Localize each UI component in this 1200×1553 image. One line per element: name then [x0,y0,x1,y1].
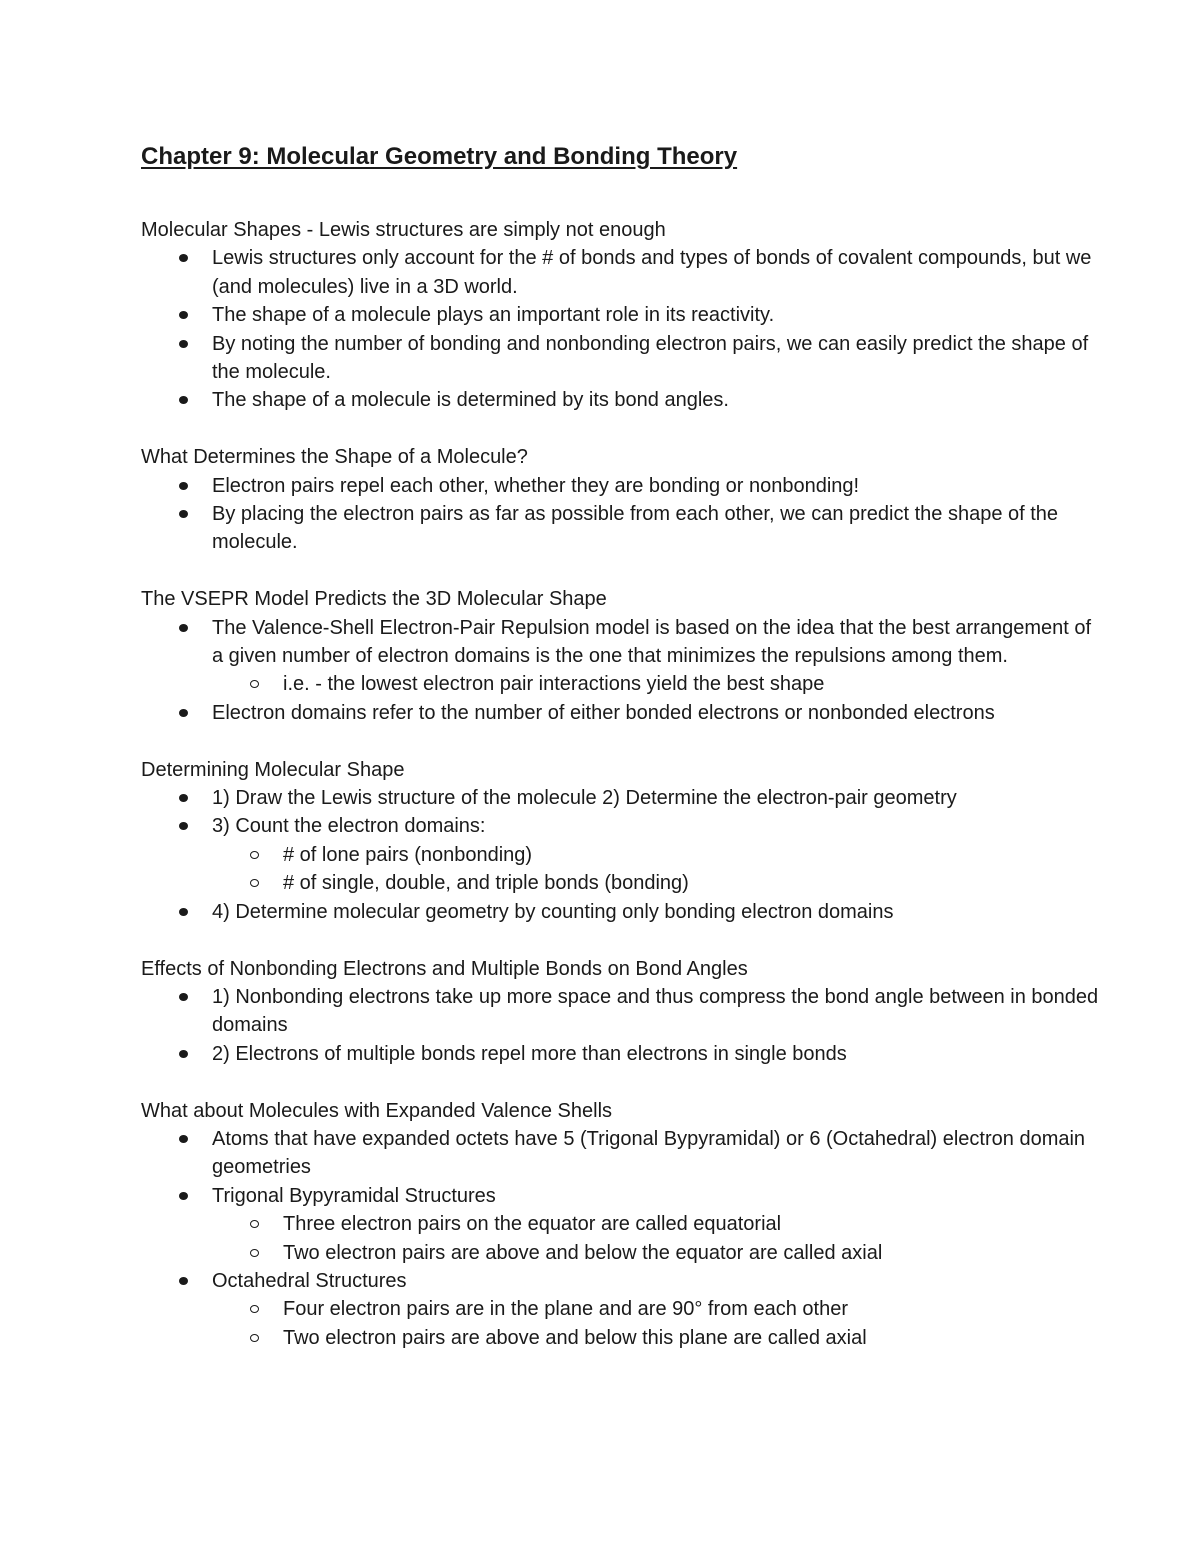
sub-list-item-text: i.e. - the lowest electron pair interactions yield the best shape [283,673,825,696]
sub-list-item-text: Two electron pairs are above and below the equator are called axial [283,1241,883,1264]
list-item-text: 3) Count the electron domains: [212,815,486,838]
list-item-text: 2) Electrons of multiple bonds repel more than electrons in single bonds [212,1042,847,1065]
filled-bullet-icon [179,482,188,490]
sub-list-item-text: Two electron pairs are above and below this plane are called axial [283,1326,867,1349]
section-heading: Molecular Shapes - Lewis structures are simply not enough [141,219,666,241]
list-item-text: 4) Determine molecular geometry by counting only bonding electron domains [212,900,894,923]
filled-bullet-icon [179,993,188,1001]
list-item [212,330,1101,387]
list-item-text: Electron domains refer to the number of either bonded electrons or nonbonded electrons [212,701,995,724]
sections-container [141,216,1101,1352]
list-item [212,386,1101,414]
sub-bullet-list [212,1210,1101,1267]
bullet-list [141,983,1101,1068]
filled-bullet-icon [179,1135,188,1143]
sub-bullet-list [212,670,1101,698]
filled-bullet-icon [179,822,188,830]
list-item [212,244,1101,301]
sub-bullet-list [212,1295,1101,1352]
bullet-list [141,472,1101,557]
list-item [212,1267,1101,1352]
list-item-text: The shape of a molecule plays an important role in its reactivity. [212,304,775,327]
list-item [212,812,1101,897]
list-item [212,983,1101,1040]
sub-list-item [283,869,1101,897]
filled-bullet-icon [179,709,188,717]
list-item [212,472,1101,500]
list-item-text: By noting the number of bonding and nonbonding electron pairs, we can easily predict the shape of the molecule. [212,332,1089,384]
section [141,443,1101,557]
list-item-text: The Valence-Shell Electron-Pair Repulsion model is based on the idea that the best arrangement of a given number of electron domains is the one that minimizes the repulsions among them. [212,616,1092,668]
list-item [212,898,1101,926]
section [141,1097,1101,1353]
sub-list-item [283,1324,1101,1352]
list-item [212,784,1101,812]
bullet-list [141,1125,1101,1352]
filled-bullet-icon [179,396,188,404]
filled-bullet-icon [179,908,188,916]
list-item [212,1182,1101,1267]
sub-list-item [283,841,1101,869]
hollow-bullet-icon [250,879,259,887]
sub-bullet-list [212,841,1101,898]
list-item-text: By placing the electron pairs as far as possible from each other, we can predict the shape of the molecule. [212,503,1059,554]
filled-bullet-icon [179,1050,188,1058]
list-item [212,301,1101,329]
sub-list-item [283,1295,1101,1323]
section [141,756,1101,926]
sub-list-item [283,1239,1101,1267]
bullet-list [141,614,1101,728]
hollow-bullet-icon [250,1305,259,1313]
sub-list-item [283,1210,1101,1238]
filled-bullet-icon [179,254,188,262]
hollow-bullet-icon [250,851,259,859]
list-item [212,614,1101,699]
list-item [212,1125,1101,1182]
filled-bullet-icon [179,340,188,348]
hollow-bullet-icon [250,1334,259,1342]
list-item-text: The shape of a molecule is determined by its bond angles. [212,389,729,412]
list-item [212,1040,1101,1068]
hollow-bullet-icon [250,1220,259,1228]
hollow-bullet-icon [250,680,259,688]
list-item-text: Octahedral Structures [212,1269,407,1292]
section-heading: What about Molecules with Expanded Valence Shells [141,1099,613,1122]
section-heading: Effects of Nonbonding Electrons and Multiple Bonds on Bond Angles [141,957,748,980]
filled-bullet-icon [179,1277,188,1285]
filled-bullet-icon [179,1192,188,1200]
list-item [212,699,1101,727]
list-item-text: Lewis structures only account for the # of bonds and types of bonds of covalent compounds, but we (and molecules) live in a 3D world. [212,247,1092,298]
sub-list-item-text: # of lone pairs (nonbonding) [283,843,533,866]
section [141,585,1101,727]
section [141,216,1101,415]
sub-list-item-text: # of single, double, and triple bonds (bonding) [283,872,689,895]
list-item-text: 1) Nonbonding electrons take up more space and thus compress the bond angle between in bonded domains [212,985,1099,1037]
section-heading: What Determines the Shape of a Molecule? [141,446,528,469]
section [141,955,1101,1069]
list-item-text: Electron pairs repel each other, whether they are bonding or nonbonding! [212,474,860,497]
list-item-text: Trigonal Bypyramidal Structures [212,1184,496,1207]
hollow-bullet-icon [250,1249,259,1257]
sub-list-item [283,670,1101,698]
filled-bullet-icon [179,624,188,632]
sub-list-item-text: Four electron pairs are in the plane and are 90° from each other [283,1298,848,1321]
document-page [141,138,1101,1381]
section-heading: Determining Molecular Shape [141,758,405,781]
list-item [212,500,1101,557]
filled-bullet-icon [179,510,188,518]
bullet-list [141,244,1101,414]
chapter-title: Chapter 9: Molecular Geometry and Bonding Theory [141,143,738,170]
sub-list-item-text: Three electron pairs on the equator are called equatorial [283,1213,782,1236]
section-heading: The VSEPR Model Predicts the 3D Molecular Shape [141,588,607,611]
list-item-text: 1) Draw the Lewis structure of the molecule 2) Determine the electron-pair geometry [212,787,957,810]
filled-bullet-icon [179,311,188,319]
bullet-list [141,784,1101,926]
filled-bullet-icon [179,794,188,802]
list-item-text: Atoms that have expanded octets have 5 (Trigonal Bypyramidal) or 6 (Octahedral) electron domain geometries [212,1127,1086,1179]
